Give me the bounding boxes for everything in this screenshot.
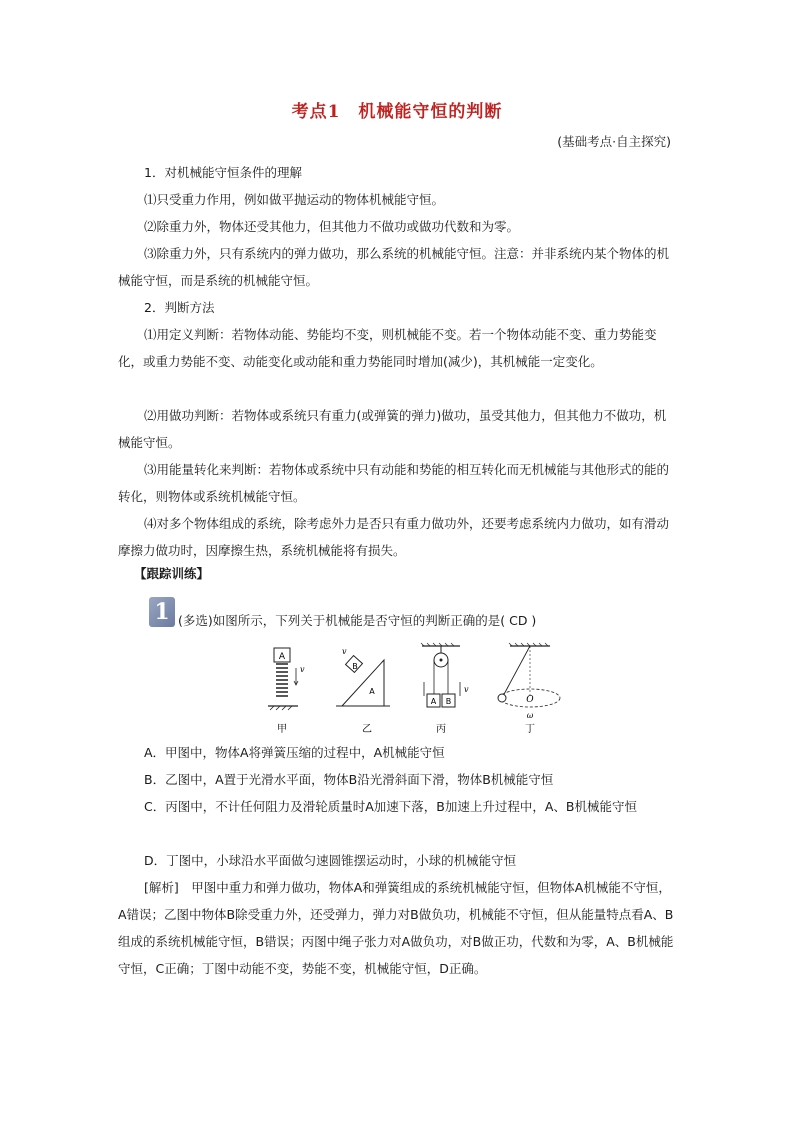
figure-ding: [498, 643, 560, 735]
figure-jia: [268, 648, 305, 735]
yi-block-a-label: A: [369, 687, 375, 696]
question-text: (多选)如图所示，下列关于机械能是否守恒的判断正确的是( CD ): [178, 613, 537, 628]
question-number-badge: 1: [149, 597, 175, 627]
title-text: 机械能守恒的判断: [358, 102, 503, 122]
section-2-heading: 2．判断方法: [144, 300, 215, 315]
option-b: B．乙图中，A置于光滑水平面，物体B沿光滑斜面下滑，物体B机械能守恒: [144, 772, 554, 787]
bing-block-a-label: A: [430, 697, 437, 706]
bing-velocity-label: v: [464, 685, 469, 694]
yi-velocity-label: v: [342, 647, 347, 656]
analysis-text: [解析] 甲图中重力和弹力做功，物体A和弹簧组成的系统机械能守恒，但物体A机械能不守恒，A错误；乙图中物体B除受重力外，还受弹力，弹力对B做负功，机械能不守恒，但从能量特点看A、B组成的系统机械能守恒，B错误；丙图中绳子张力对A做负功，对B做正功，代数和为零，A、B机械能守恒，C正确；丁图中动能不变，势能不变，机械能守恒，D正确。: [118, 880, 674, 976]
label-ding: 丁: [525, 724, 535, 735]
jia-velocity-label: v: [300, 665, 305, 674]
label-bing: 丙: [436, 724, 446, 735]
option-c: C．丙图中，不计任何阻力及滑轮质量时A加速下落，B加速上升过程中，A、B机械能守恒: [144, 799, 637, 814]
label-yi: 乙: [362, 724, 372, 735]
section-2-item-1: ⑴用定义判断：若物体动能、势能均不变，则机械能不变。若一个物体动能不变、重力势能变化，或重力势能不变、动能变化或动能和重力势能同时增加(减少)，其机械能一定变化。: [118, 327, 657, 369]
subtitle: (基础考点·自主探究): [557, 134, 671, 149]
option-d: D．丁图中，小球沿水平面做匀速圆锥摆运动时，小球的机械能守恒: [144, 853, 517, 868]
jia-block-label: A: [278, 652, 286, 662]
section-1-item-2: ⑵除重力外，物体还受其他力，但其他力不做功或做功代数和为零。: [144, 219, 520, 234]
figure-bing: [421, 643, 469, 735]
ding-omega-label: ω: [526, 711, 534, 720]
title-number: 考点1: [291, 102, 341, 122]
bing-block-b-label: B: [445, 697, 452, 706]
practice-label: 【跟踪训练】: [134, 566, 210, 581]
label-jia: 甲: [277, 724, 287, 735]
section-1-item-1: ⑴只受重力作用，例如做平抛运动的物体机械能守恒。: [144, 192, 445, 207]
section-1-item-3: ⑶除重力外，只有系统内的弹力做功，那么系统的机械能守恒。注意：并非系统内某个物体的机械能守恒，而是系统的机械能守恒。: [118, 246, 670, 288]
section-2-item-2: ⑵用做功判断：若物体或系统只有重力(或弹簧的弹力)做功，虽受其他力，但其他力不做功，机械能守恒。: [118, 408, 667, 450]
yi-block-b-label: B: [352, 662, 358, 671]
section-2-item-3: ⑶用能量转化来判断：若物体或系统中只有动能和势能的相互转化而无机械能与其他形式的能的转化，则物体或系统机械能守恒。: [118, 462, 670, 504]
section-1-heading: 1．对机械能守恒条件的理解: [144, 165, 302, 180]
page-title: [0, 97, 794, 122]
section-2-item-4: ⑷对多个物体组成的系统，除考虑外力是否只有重力做功外，还要考虑系统内力做功，如有滑动摩擦力做功时，因摩擦生热，系统机械能将有损失。: [118, 516, 670, 558]
option-a: A．甲图中，物体A将弹簧压缩的过程中，A机械能守恒: [144, 745, 445, 760]
figure-yi: [336, 647, 390, 735]
physics-figure: [262, 640, 562, 740]
ding-center-label: O: [526, 695, 534, 705]
